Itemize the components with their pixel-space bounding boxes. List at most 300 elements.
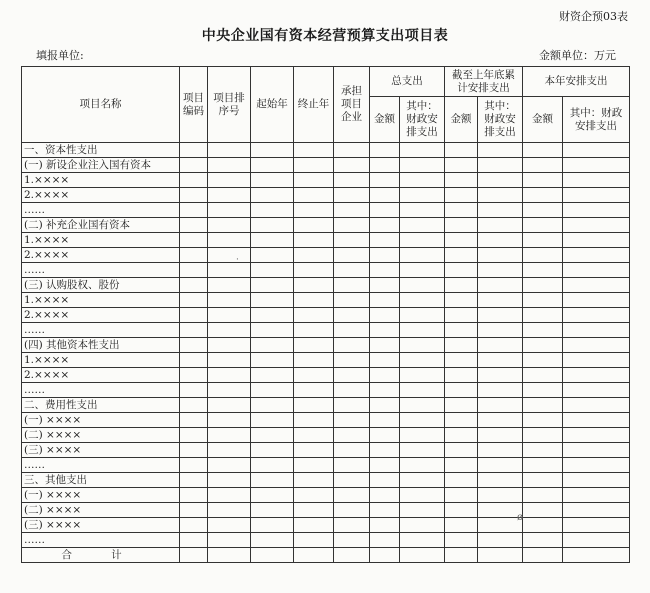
table-cell[interactable] [251,368,294,383]
table-cell[interactable] [251,338,294,353]
table-cell[interactable] [400,488,445,503]
table-cell[interactable] [208,443,251,458]
table-cell[interactable] [294,488,334,503]
table-cell[interactable] [334,518,370,533]
table-cell[interactable] [478,158,523,173]
table-cell[interactable] [523,308,563,323]
table-cell[interactable] [370,143,400,158]
table-cell[interactable] [445,398,478,413]
table-cell[interactable] [370,188,400,203]
table-cell[interactable] [478,428,523,443]
table-cell[interactable] [294,233,334,248]
table-cell[interactable] [563,218,630,233]
table-cell[interactable] [251,233,294,248]
table-cell[interactable] [478,248,523,263]
table-cell[interactable] [294,368,334,383]
table-cell[interactable] [563,308,630,323]
table-cell[interactable] [445,338,478,353]
table-cell[interactable] [478,143,523,158]
table-cell[interactable] [523,458,563,473]
table-cell[interactable] [294,428,334,443]
table-cell[interactable] [563,353,630,368]
table-cell[interactable] [208,458,251,473]
table-cell[interactable] [400,143,445,158]
table-cell[interactable] [180,443,208,458]
table-cell[interactable] [400,428,445,443]
table-cell[interactable] [208,383,251,398]
table-cell[interactable] [445,518,478,533]
table-cell[interactable] [400,533,445,548]
table-cell[interactable] [400,278,445,293]
table-cell[interactable] [334,548,370,563]
table-cell[interactable] [563,518,630,533]
table-cell[interactable] [180,398,208,413]
table-cell[interactable] [445,428,478,443]
table-cell[interactable] [478,398,523,413]
table-cell[interactable] [445,278,478,293]
table-cell[interactable] [334,278,370,293]
table-cell[interactable] [294,248,334,263]
table-cell[interactable] [478,413,523,428]
table-cell[interactable] [563,143,630,158]
table-cell[interactable] [445,368,478,383]
table-cell[interactable] [208,308,251,323]
table-cell[interactable] [523,518,563,533]
table-cell[interactable] [208,428,251,443]
table-cell[interactable] [370,293,400,308]
table-cell[interactable] [180,473,208,488]
table-cell[interactable] [334,218,370,233]
table-cell[interactable] [334,263,370,278]
table-cell[interactable] [294,548,334,563]
table-cell[interactable] [478,188,523,203]
table-cell[interactable] [370,518,400,533]
table-cell[interactable] [563,533,630,548]
table-cell[interactable] [523,143,563,158]
table-cell[interactable] [334,203,370,218]
table-cell[interactable] [180,278,208,293]
table-cell[interactable] [478,548,523,563]
table-cell[interactable] [251,173,294,188]
table-cell[interactable] [400,503,445,518]
table-cell[interactable] [208,518,251,533]
table-cell[interactable] [180,248,208,263]
table-cell[interactable] [523,428,563,443]
table-cell[interactable] [523,173,563,188]
table-cell[interactable] [563,428,630,443]
table-cell[interactable] [370,233,400,248]
table-cell[interactable] [208,533,251,548]
table-cell[interactable] [334,353,370,368]
table-cell[interactable] [478,263,523,278]
table-cell[interactable] [251,278,294,293]
table-cell[interactable] [445,263,478,278]
table-cell[interactable] [400,248,445,263]
table-cell[interactable] [563,473,630,488]
table-cell[interactable] [563,368,630,383]
table-cell[interactable] [370,533,400,548]
table-cell[interactable] [400,173,445,188]
table-cell[interactable] [523,263,563,278]
table-cell[interactable] [294,293,334,308]
table-cell[interactable] [478,518,523,533]
table-cell[interactable] [563,398,630,413]
table-cell[interactable] [208,293,251,308]
table-cell[interactable] [208,548,251,563]
table-cell[interactable] [334,473,370,488]
table-cell[interactable] [478,293,523,308]
table-cell[interactable] [400,158,445,173]
table-cell[interactable] [294,308,334,323]
table-cell[interactable] [445,458,478,473]
table-cell[interactable] [563,443,630,458]
table-cell[interactable] [400,293,445,308]
table-cell[interactable] [523,248,563,263]
table-cell[interactable] [334,458,370,473]
table-cell[interactable] [180,308,208,323]
table-cell[interactable] [445,413,478,428]
table-cell[interactable] [563,278,630,293]
table-cell[interactable] [400,518,445,533]
table-cell[interactable] [563,248,630,263]
table-cell[interactable] [523,548,563,563]
table-cell[interactable] [334,158,370,173]
table-cell[interactable] [523,443,563,458]
table-cell[interactable] [478,383,523,398]
table-cell[interactable] [180,158,208,173]
table-cell[interactable] [208,158,251,173]
table-cell[interactable] [251,503,294,518]
table-cell[interactable] [563,263,630,278]
table-cell[interactable] [400,218,445,233]
table-cell[interactable] [251,248,294,263]
table-cell[interactable] [251,323,294,338]
table-cell[interactable] [370,203,400,218]
table-cell[interactable] [478,488,523,503]
table-cell[interactable] [400,413,445,428]
table-cell[interactable] [208,503,251,518]
table-cell[interactable] [400,473,445,488]
table-cell[interactable] [370,173,400,188]
table-cell[interactable] [478,458,523,473]
table-cell[interactable] [478,338,523,353]
table-cell[interactable] [294,533,334,548]
table-cell[interactable] [370,308,400,323]
table-cell[interactable] [208,188,251,203]
table-cell[interactable] [523,368,563,383]
table-cell[interactable] [251,518,294,533]
table-cell[interactable] [478,173,523,188]
table-cell[interactable] [563,548,630,563]
table-cell[interactable] [334,533,370,548]
table-cell[interactable] [334,188,370,203]
table-cell[interactable] [251,428,294,443]
table-cell[interactable] [445,218,478,233]
table-cell[interactable] [180,188,208,203]
table-cell[interactable] [370,368,400,383]
table-cell[interactable] [180,533,208,548]
table-cell[interactable] [334,368,370,383]
table-cell[interactable] [180,353,208,368]
table-cell[interactable] [400,443,445,458]
table-cell[interactable] [523,398,563,413]
table-cell[interactable] [523,188,563,203]
table-cell[interactable] [294,218,334,233]
table-cell[interactable] [400,398,445,413]
table-cell[interactable] [208,143,251,158]
table-cell[interactable] [370,383,400,398]
table-cell[interactable] [180,488,208,503]
table-cell[interactable] [445,293,478,308]
table-cell[interactable] [294,263,334,278]
table-cell[interactable] [400,323,445,338]
table-cell[interactable] [334,173,370,188]
table-cell[interactable] [294,398,334,413]
table-cell[interactable] [523,413,563,428]
table-cell[interactable] [563,233,630,248]
table-cell[interactable] [370,323,400,338]
table-cell[interactable] [180,458,208,473]
table-cell[interactable] [294,338,334,353]
table-cell[interactable] [251,218,294,233]
table-cell[interactable] [523,473,563,488]
table-cell[interactable] [563,503,630,518]
table-cell[interactable] [251,548,294,563]
table-cell[interactable] [251,413,294,428]
table-cell[interactable] [478,503,523,518]
table-cell[interactable] [180,518,208,533]
table-cell[interactable] [208,413,251,428]
table-cell[interactable] [445,233,478,248]
table-cell[interactable] [370,473,400,488]
table-cell[interactable] [563,188,630,203]
table-cell[interactable] [180,203,208,218]
table-cell[interactable] [334,293,370,308]
table-cell[interactable] [251,263,294,278]
table-cell[interactable] [400,188,445,203]
table-cell[interactable] [180,218,208,233]
table-cell[interactable] [563,338,630,353]
table-cell[interactable] [478,308,523,323]
table-cell[interactable] [208,323,251,338]
table-cell[interactable] [370,353,400,368]
table-cell[interactable] [334,398,370,413]
table-cell[interactable] [523,338,563,353]
table-cell[interactable] [478,533,523,548]
table-cell[interactable] [208,398,251,413]
table-cell[interactable] [334,323,370,338]
table-cell[interactable] [180,413,208,428]
table-cell[interactable] [251,188,294,203]
table-cell[interactable] [563,323,630,338]
table-cell[interactable] [180,173,208,188]
table-cell[interactable] [400,353,445,368]
table-cell[interactable] [370,158,400,173]
table-cell[interactable] [251,458,294,473]
table-cell[interactable] [445,548,478,563]
table-cell[interactable] [445,533,478,548]
table-cell[interactable] [563,413,630,428]
table-cell[interactable] [208,248,251,263]
table-cell[interactable] [400,308,445,323]
table-cell[interactable] [251,293,294,308]
table-cell[interactable] [180,368,208,383]
table-cell[interactable] [251,398,294,413]
table-cell[interactable] [563,158,630,173]
table-cell[interactable] [523,323,563,338]
table-cell[interactable] [370,443,400,458]
table-cell[interactable] [445,173,478,188]
table-cell[interactable] [251,443,294,458]
table-cell[interactable] [370,263,400,278]
table-cell[interactable] [334,308,370,323]
table-cell[interactable] [294,173,334,188]
table-cell[interactable] [294,503,334,518]
table-cell[interactable] [370,503,400,518]
table-cell[interactable] [208,263,251,278]
table-cell[interactable] [563,488,630,503]
table-cell[interactable] [445,473,478,488]
table-cell[interactable] [523,218,563,233]
table-cell[interactable] [523,503,563,518]
table-cell[interactable] [478,233,523,248]
table-cell[interactable] [400,368,445,383]
table-cell[interactable] [334,383,370,398]
table-cell[interactable] [370,488,400,503]
table-cell[interactable] [523,293,563,308]
table-cell[interactable] [334,338,370,353]
table-cell[interactable] [445,488,478,503]
table-cell[interactable] [445,503,478,518]
table-cell[interactable] [400,458,445,473]
table-cell[interactable] [251,353,294,368]
table-cell[interactable] [400,233,445,248]
table-cell[interactable] [294,473,334,488]
table-cell[interactable] [334,233,370,248]
table-cell[interactable] [294,383,334,398]
table-cell[interactable] [208,218,251,233]
table-cell[interactable] [370,428,400,443]
table-cell[interactable] [294,278,334,293]
table-cell[interactable] [294,143,334,158]
table-cell[interactable] [180,263,208,278]
table-cell[interactable] [334,428,370,443]
table-cell[interactable] [400,338,445,353]
table-cell[interactable] [445,158,478,173]
table-cell[interactable] [180,428,208,443]
table-cell[interactable] [523,203,563,218]
table-cell[interactable] [294,518,334,533]
table-cell[interactable] [523,383,563,398]
table-cell[interactable] [445,323,478,338]
table-cell[interactable] [478,203,523,218]
table-cell[interactable] [370,413,400,428]
table-cell[interactable] [294,203,334,218]
table-cell[interactable] [478,278,523,293]
table-cell[interactable] [208,173,251,188]
table-cell[interactable] [370,338,400,353]
table-cell[interactable] [478,218,523,233]
table-cell[interactable] [294,323,334,338]
table-cell[interactable] [523,158,563,173]
table-cell[interactable] [180,143,208,158]
table-cell[interactable] [445,188,478,203]
table-cell[interactable] [478,473,523,488]
table-cell[interactable] [251,158,294,173]
table-cell[interactable] [370,218,400,233]
table-cell[interactable] [294,158,334,173]
table-cell[interactable] [251,203,294,218]
table-cell[interactable] [180,323,208,338]
table-cell[interactable] [180,293,208,308]
table-cell[interactable] [294,188,334,203]
table-cell[interactable] [251,473,294,488]
table-cell[interactable] [334,488,370,503]
table-cell[interactable] [445,203,478,218]
table-cell[interactable] [251,143,294,158]
table-cell[interactable] [208,278,251,293]
table-cell[interactable] [563,203,630,218]
table-cell[interactable] [251,383,294,398]
table-cell[interactable] [180,548,208,563]
table-cell[interactable] [563,293,630,308]
table-cell[interactable] [180,383,208,398]
table-cell[interactable] [400,548,445,563]
table-cell[interactable] [563,173,630,188]
table-cell[interactable] [478,368,523,383]
table-cell[interactable] [445,443,478,458]
table-cell[interactable] [445,248,478,263]
table-cell[interactable] [563,458,630,473]
table-cell[interactable] [251,533,294,548]
table-cell[interactable] [523,488,563,503]
table-cell[interactable] [445,383,478,398]
table-cell[interactable] [251,488,294,503]
table-cell[interactable] [294,458,334,473]
table-cell[interactable] [208,233,251,248]
table-cell[interactable] [478,323,523,338]
table-cell[interactable] [478,443,523,458]
table-cell[interactable] [180,233,208,248]
table-cell[interactable] [400,263,445,278]
table-cell[interactable] [294,443,334,458]
table-cell[interactable] [180,338,208,353]
table-cell[interactable] [400,383,445,398]
table-cell[interactable] [294,413,334,428]
table-cell[interactable] [208,368,251,383]
table-cell[interactable] [294,353,334,368]
table-cell[interactable] [251,308,294,323]
table-cell[interactable] [208,473,251,488]
table-cell[interactable] [445,308,478,323]
table-cell[interactable] [334,413,370,428]
table-cell[interactable] [523,533,563,548]
table-cell[interactable] [334,503,370,518]
table-cell[interactable] [208,353,251,368]
table-cell[interactable] [478,353,523,368]
table-cell[interactable] [563,383,630,398]
table-cell[interactable] [370,398,400,413]
table-cell[interactable] [370,548,400,563]
table-cell[interactable] [370,278,400,293]
table-cell[interactable] [334,248,370,263]
table-cell[interactable] [208,488,251,503]
table-cell[interactable] [370,248,400,263]
table-cell[interactable] [334,143,370,158]
table-cell[interactable] [523,278,563,293]
table-cell[interactable] [180,503,208,518]
table-cell[interactable] [445,143,478,158]
